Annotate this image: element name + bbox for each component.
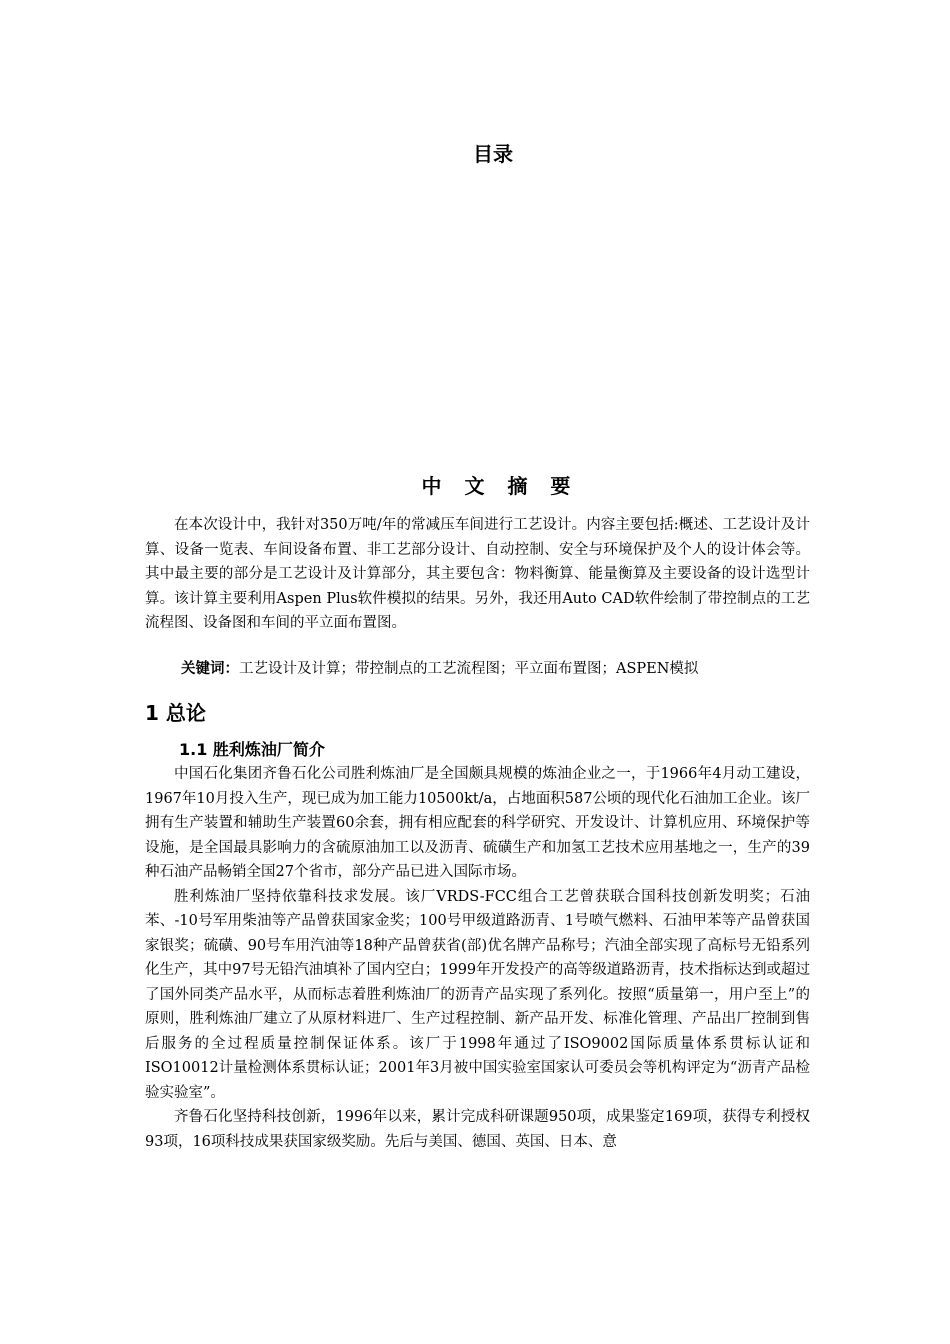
toc-title: 目录 — [473, 142, 513, 166]
body-paragraph: 胜利炼油厂坚持依靠科技求发展。该厂VRDS-FCC组合工艺曾获联合国科技创新发明奖；石油苯、-10号军用柴油等产品曾获国家金奖；100号甲级道路沥青、1号喷气燃料、石油甲苯等产品曾获国家银奖；硫磺、90号车用汽油等18种产品曾获省(部)优名牌产品称号；汽油全部实现了高标号无铅系列化生产，其中97号无铅汽油填补了国内空白；1999年开发投产的高等级道路沥青，技术指标达到或超过了国外同类产品水平，从而标志着胜利炼油厂的沥青产品实现了系列化。按照“质量第一，用户至上”的原则，胜利炼油厂建立了从原材料进厂、生产过程控制、新产品开发、标准化管理、产品出厂控制到售后服务的全过程质量控制保证体系。该厂于1998年通过了ISO9002国际质量体系贯标认证和ISO10012计量检测体系贯标认证；2001年3月被中国实验室国家认可委员会等机构评定为“沥青产品检验实验室”。 — [145, 888, 810, 1101]
body-paragraph: 中国石化集团齐鲁石化公司胜利炼油厂是全国颇具规模的炼油企业之一，于1966年4月动工建设，1967年10月投入生产，现已成为加工能力10500kt/a，占地面积587公顷的现代化石油加工企业。该厂拥有生产装置和辅助生产装置60余套，拥有相应配套的科学研究、开发设计、计算机应用、环境保护等设施，是全国最具影响力的含硫原油加工以及沥青、硫磺生产和加氢工艺技术应用基地之一，生产的39种石油产品畅销全国27个省市，部分产品已进入国际市场。 — [145, 766, 810, 880]
keywords-line — [181, 657, 821, 681]
section-body — [145, 762, 810, 1154]
section-heading: 1.1 胜利炼油厂简介 — [179, 740, 325, 759]
chapter-heading: 1 总论 — [145, 701, 206, 725]
keywords-text: 工艺设计及计算；带控制点的工艺流程图；平立面布置图；ASPEN模拟 — [239, 661, 699, 677]
abstract-body — [145, 513, 810, 636]
body-paragraph: 齐鲁石化坚持科技创新，1996年以来，累计完成科研课题950项，成果鉴定169项，获得专利授权93项，16项科技成果获国家级奖励。先后与美国、德国、英国、日本、意 — [145, 1109, 810, 1150]
abstract-paragraph: 在本次设计中，我针对350万吨/年的常减压车间进行工艺设计。内容主要包括:概述、工艺设计及计算、设备一览表、车间设备布置、非工艺部分设计、自动控制、安全与环境保护及个人的设计体会等。其中最主要的部分是工艺设计及计算部分，其主要包含：物料衡算、能量衡算及主要设备的设计选型计算。该计算主要利用Aspen Plus软件模拟的结果。另外，我还用Auto CAD软件绘制了带控制点的工艺流程图、设备图和车间的平立面布置图。 — [145, 517, 810, 631]
keywords-label: 关键词： — [181, 661, 239, 677]
abstract-title: 中 文 摘 要 — [421, 474, 579, 498]
